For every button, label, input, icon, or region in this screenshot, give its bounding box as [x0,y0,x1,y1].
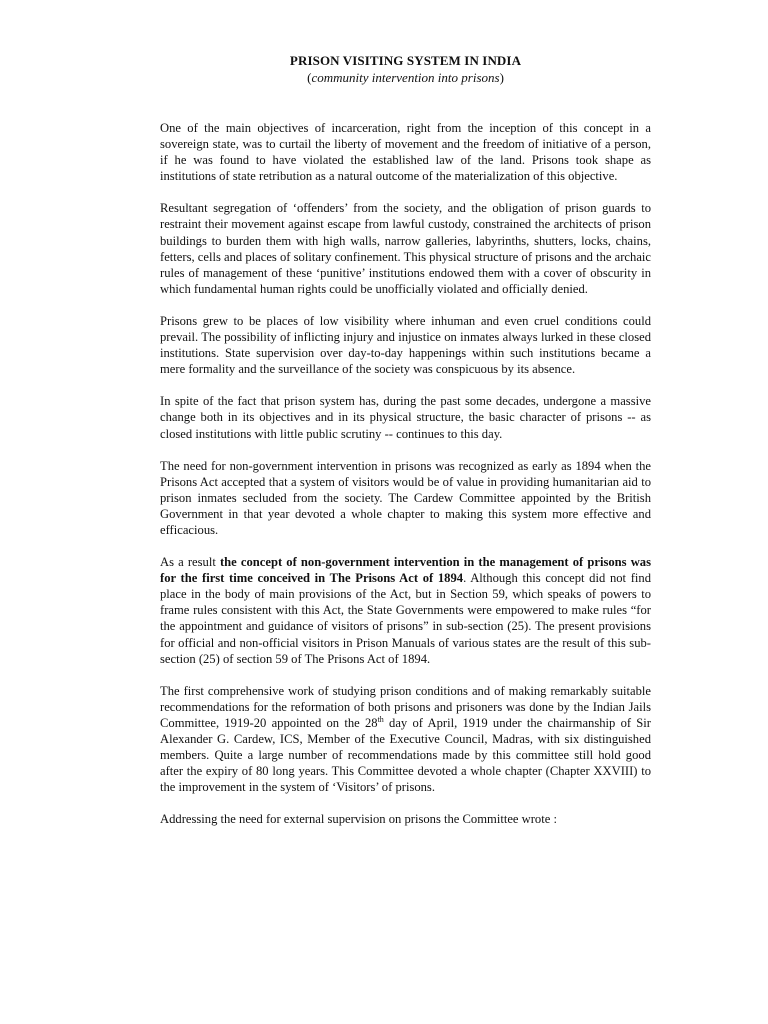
paragraph-7 [160,683,651,796]
paragraph-7-part-a: The first comprehensive work of studying prison conditions and of making remarkably suitable recommendations for the reformation of both prisons and prisoners was done by the Indian Jails Committee, 1919-20 appointed on the 28 [160,683,651,730]
ordinal-superscript: th [377,714,384,724]
document-page [160,52,651,843]
subtitle-close-paren: ) [499,70,504,85]
document-subtitle [160,69,651,86]
paragraph-4: In spite of the fact that prison system has, during the past some decades, undergone a massive change both in its objectives and in its physical structure, the basic character of prisons -- as closed institutions with little public scrutiny -- continues to this day. [160,394,651,441]
paragraph-6 [160,554,651,667]
paragraph-6-rest: . Although this concept did not find place in the body of main provisions of the Act, but in Section 59, which speaks of powers to frame rules consistent with this Act, the State Governments were empowered to make rules “for the appointment and guidance of visitors of prisons” in sub-section (25). The present provisions for official and non-official visitors in Prison Manuals of various states are the result of this sub-section (25) of section 59 of The Prisons Act of 1894. [160,571,651,666]
paragraph-3: Prisons grew to be places of low visibility where inhuman and even cruel conditions could prevail. The possibility of inflicting injury and injustice on inmates always lurked in these closed institutions. State supervision over day-to-day happenings within such institutions became a mere formality and the surveillance of the society was conspicuous by its absence. [160,313,651,377]
paragraph-2: Resultant segregation of ‘offenders’ from the society, and the obligation of prison guards to restraint their movement against escape from lawful custody, constrained the architects of prison buildings to burden them with high walls, narrow galleries, labyrinths, shutters, locks, chains, fetters, cells and places of solitary confinement. This physical structure of prisons and the archaic rules of management of these ‘punitive’ institutions endowed them with a cover of obscurity in which fundamental human rights could be unofficially violated and officially denied. [160,201,651,296]
paragraph-1: One of the main objectives of incarceration, right from the inception of this concept in a sovereign state, was to curtail the liberty of movement and the freedom of initiative of a person, if he was found to have violated the established law of the land. Prisons took shape as institutions of state retribution as a natural outcome of the materialization of this objective. [160,121,651,184]
document-title: PRISON VISITING SYSTEM IN INDIA [289,53,522,68]
subtitle-open-paren: ( [307,70,312,85]
paragraph-7-part-b: day of April, 1919 under the chairmanship of Sir Alexander G. Cardew, ICS, Member of the Executive Council, Madras, with six distinguished members. Quite a large number of recommendations made by this committee still hold good after the expiry of 80 long years. This Committee devoted a whole chapter (Chapter XXVIII) to the improvement in the system of ‘Visitors’ of prisons. [160,715,651,795]
paragraph-6-bold: the concept of non-government intervention in the management of prisons was for the first time conceived in The Prisons Act of 1894 [160,555,651,586]
subtitle-text: community intervention into prisons [311,70,500,85]
paragraph-8: Addressing the need for external supervision on prisons the Committee wrote : [160,812,557,827]
paragraph-6-lead: As a result [160,555,220,570]
paragraph-5: The need for non-government intervention in prisons was recognized as early as 1894 when the Prisons Act accepted that a system of visitors would be of value in providing humanitarian aid to prison inmates secluded from the society. The Cardew Committee appointed by the British Government in that year devoted a whole chapter to making this system more effective and efficacious. [160,458,651,537]
